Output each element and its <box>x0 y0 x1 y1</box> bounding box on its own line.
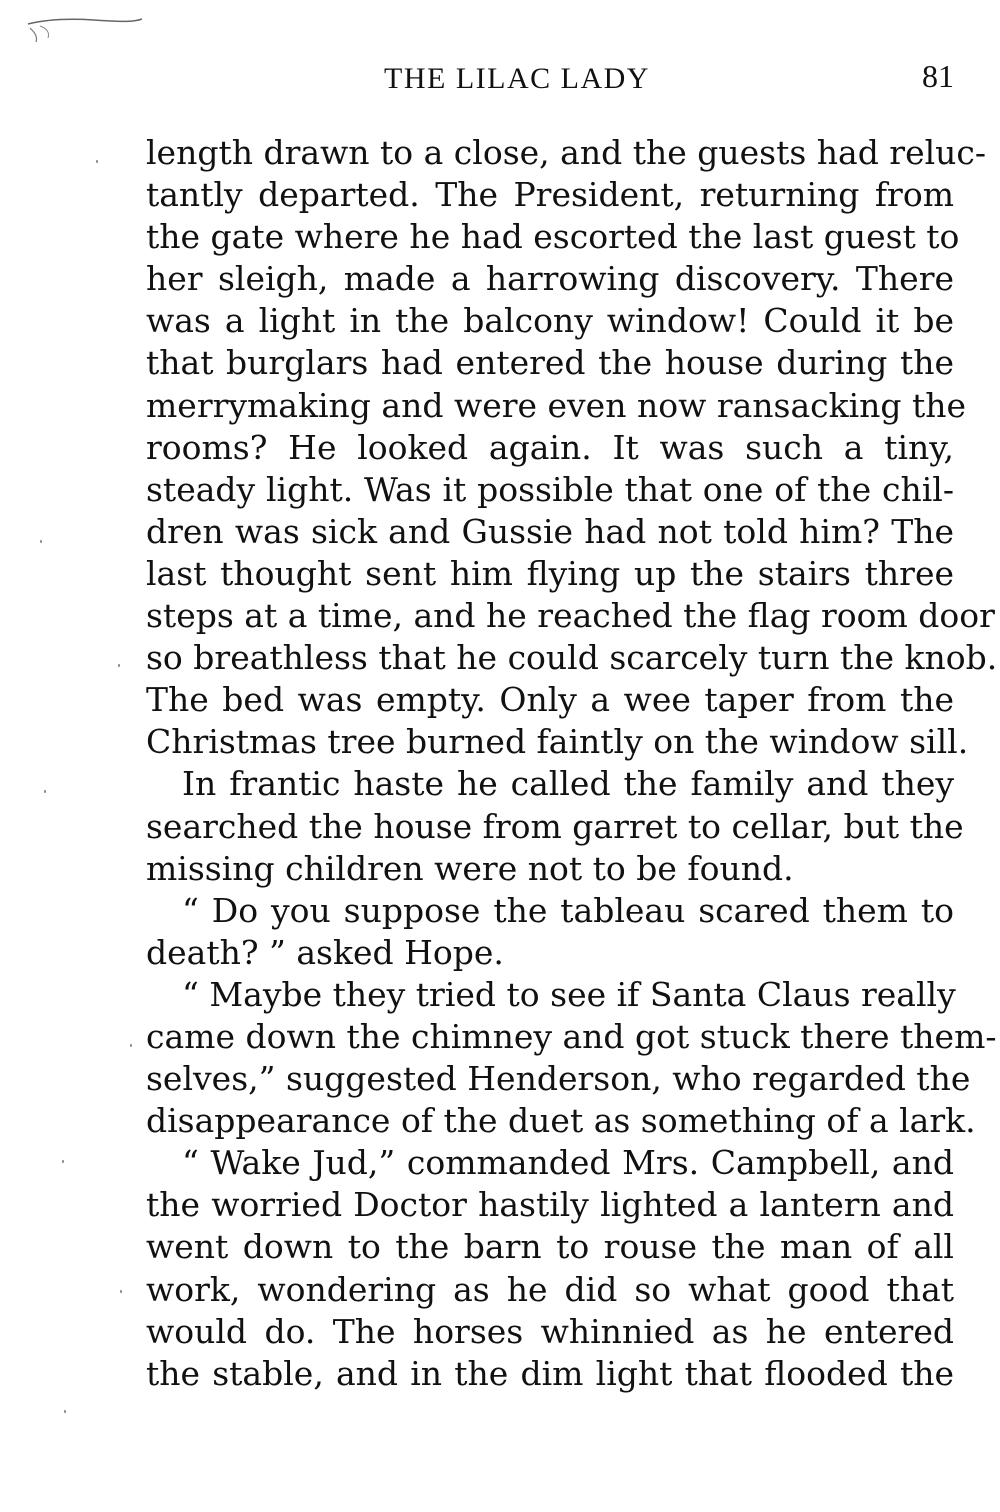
text-line: the worried Doctor hastily lighted a lantern and <box>146 1185 954 1225</box>
text-line: came down the chimney and got stuck there them- <box>146 1016 997 1056</box>
text-line: The bed was empty. Only a wee taper from the <box>146 680 954 720</box>
text-line: Christmas tree burned faintly on the window sill. <box>146 722 969 762</box>
text-line: the stable, and in the dim light that flooded the <box>146 1353 954 1393</box>
text-line: would do. The horses whinnied as he entered <box>146 1311 954 1351</box>
text-line: rooms? He looked again. It was such a tiny, <box>146 427 954 467</box>
text-line: went down to the barn to rouse the man of all <box>146 1227 954 1267</box>
body-text <box>146 132 998 1395</box>
text-line: missing children were not to be found. <box>146 848 794 888</box>
ink-smudge-mark <box>24 14 144 44</box>
text-line: tantly departed. The President, returning from <box>146 175 954 215</box>
text-line: steps at a time, and he reached the flag room door <box>146 596 995 636</box>
text-line: so breathless that he could scarcely turn the knob. <box>146 638 998 678</box>
page-number: 81 <box>922 58 954 94</box>
text-line: “ Maybe they tried to see if Santa Claus really <box>182 974 956 1014</box>
text-line: that burglars had entered the house during the <box>146 343 954 383</box>
paper-speck <box>96 160 98 163</box>
paper-speck <box>40 540 42 543</box>
paper-speck <box>44 790 46 793</box>
paper-speck <box>62 1160 64 1163</box>
text-line: was a light in the balcony window! Could it be <box>146 301 954 341</box>
text-line: dren was sick and Gussie had not told him? The <box>146 511 954 551</box>
text-line: “ Wake Jud,” commanded Mrs. Campbell, and <box>182 1143 954 1183</box>
text-line: the gate where he had escorted the last guest to <box>146 217 960 257</box>
text-line: selves,” suggested Henderson, who regarded the <box>146 1059 971 1099</box>
text-line: In frantic haste he called the family and they <box>182 764 954 804</box>
text-line: length drawn to a close, and the guests had reluc- <box>146 133 987 172</box>
paper-speck <box>64 1410 66 1413</box>
text-line: searched the house from garret to cellar, but the <box>146 806 964 846</box>
paper-speck <box>118 664 120 667</box>
text-line: work, wondering as he did so what good that <box>146 1269 954 1309</box>
running-header-title: THE LILAC LADY <box>384 62 650 95</box>
text-line: last thought sent him flying up the stairs three <box>146 553 954 593</box>
text-line: steady light. Was it possible that one of the chil- <box>146 469 954 509</box>
text-line: “ Do you suppose the tableau scared them to <box>182 890 954 930</box>
text-line: her sleigh, made a harrowing discovery. There <box>146 259 954 299</box>
paper-speck <box>120 1290 122 1293</box>
text-line: death? ” asked Hope. <box>146 932 504 972</box>
text-line: merrymaking and were even now ransacking the <box>146 385 967 425</box>
paper-speck <box>130 1044 132 1047</box>
text-line: disappearance of the duet as something of a lark. <box>146 1101 976 1141</box>
